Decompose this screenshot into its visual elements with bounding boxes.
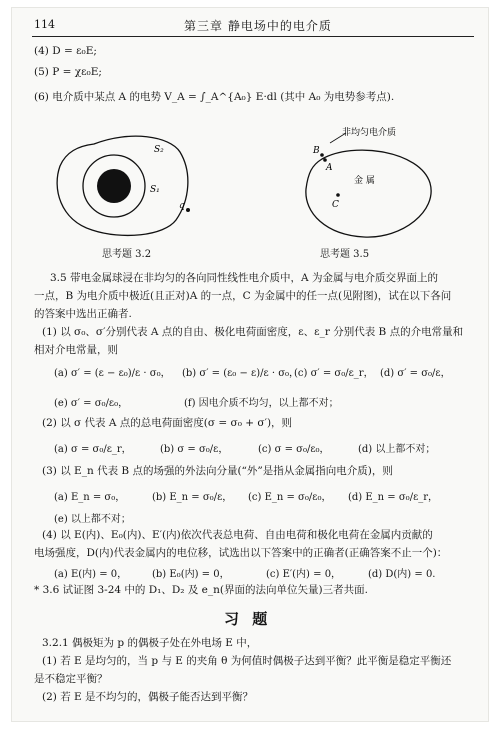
metal-ball xyxy=(97,169,131,203)
point-c-dot xyxy=(336,193,340,197)
metal-body-outline xyxy=(306,150,431,237)
label-s1: S₁ xyxy=(150,185,160,195)
q1-option-c: (c) σ′ = σ₀/ε_r， xyxy=(294,368,374,379)
caption-figure-3-5: 思考题 3.5 xyxy=(320,249,370,260)
q2-option-c: (c) σ = σ₀/ε₀， xyxy=(258,444,330,455)
q2-option-a: (a) σ = σ₀/ε_r， xyxy=(54,444,132,455)
q3-option-a: (a) E_n = σ₀， xyxy=(54,492,126,503)
question-1-line-1: (1) 以 σ₀、σ′分别代表 A 点的自由、极化电荷面密度，ε、ε_r 分别代表 B 点的介电常量和 xyxy=(42,326,464,338)
problem-3-6: * 3.6 试证图 3-24 中的 D₁、D₂ 及 e_n(界面的法向单位矢量)三者共面. xyxy=(34,584,368,596)
q3-option-d: (d) E_n = σ₀/ε_r， xyxy=(348,492,439,503)
point-b-dot xyxy=(320,153,324,157)
label-nonuniform-dielectric: 非均匀电介质 xyxy=(342,128,397,138)
label-q: q xyxy=(179,201,185,211)
q1-option-b: (b) σ′ = (ε₀ − ε)/ε · σ₀， xyxy=(182,368,300,379)
equation-6: (6) 电介质中某点 A 的电势 V_A = ∫_A^{A₀} E·dl (其中 A₀ 为电势参考点). xyxy=(34,91,395,103)
q1-option-f: (f) 因电介质不均匀，以上都不对； xyxy=(184,398,339,409)
point-charge-dot xyxy=(186,208,190,212)
problem-3-5-line-2: 一点，B 为电介质中极近(且正对)A 的一点，C 为金属中的任一点(见附图)，试在以下各问 xyxy=(34,290,452,302)
arrow-to-dielectric xyxy=(330,133,346,143)
exercise-line-1: 3.2.1 偶极矩为 p 的偶极子处在外电场 E 中， xyxy=(42,637,258,649)
q4-option-c: (c) E′(内) = 0， xyxy=(266,569,342,580)
q1-option-a: (a) σ′ = (ε − ε₀)/ε · σ₀， xyxy=(54,368,171,379)
exercise-line-4: (2) 若 E 是不均匀的，偶极子能否达到平衡？ xyxy=(42,691,254,703)
chapter-title: 第三章 静电场中的电介质 xyxy=(184,19,332,33)
q4-option-b: (b) E₀(内) = 0， xyxy=(152,569,230,580)
question-1-line-2: 相对介电常量，则 xyxy=(34,344,118,356)
q3-option-e: (e) 以上都不对； xyxy=(54,514,131,525)
figure-3-2 xyxy=(52,128,222,238)
caption-figure-3-2: 思考题 3.2 xyxy=(102,249,152,260)
q1-option-e: (e) σ′ = σ₀/ε₀， xyxy=(54,398,129,409)
question-4-line-1: (4) 以 E(内)、E₀(内)、E′(内)依次代表总电荷、自由电荷和极化电荷在金属内贡献的 xyxy=(42,529,433,541)
exercise-line-3: 是不稳定平衡？ xyxy=(34,673,108,685)
exercise-line-2: (1) 若 E 是均匀的，当 p 与 E 的夹角 θ 为何值时偶极子达到平衡？此平衡是稳定平衡还 xyxy=(42,655,452,667)
label-b: B xyxy=(313,146,320,156)
question-2-line-1: (2) 以 σ 代表 A 点的总电荷面密度(σ = σ₀ + σ′)，则 xyxy=(42,417,293,429)
label-metal: 金 属 xyxy=(354,176,375,186)
figure-3-5 xyxy=(282,123,472,243)
label-s2: S₂ xyxy=(154,145,164,155)
q4-option-d: (d) D(内) = 0. xyxy=(368,569,436,580)
book-page xyxy=(12,8,488,721)
q3-option-c: (c) E_n = σ₀/ε₀， xyxy=(248,492,332,503)
q1-option-d: (d) σ′ = σ₀/ε， xyxy=(380,368,451,379)
label-a: A xyxy=(326,163,333,173)
equation-5: (5) P = χε₀E; xyxy=(34,66,102,78)
problem-3-5-line-3: 的答案中选出正确者. xyxy=(34,308,132,320)
label-c: C xyxy=(332,200,339,210)
problem-3-5-line-1: 3.5 带电金属球浸在非均匀的各向同性线性电介质中，A 为金属与电介质交界面上的 xyxy=(50,272,438,284)
page-number: 114 xyxy=(34,18,55,31)
equation-4: (4) D = ε₀E; xyxy=(34,45,97,57)
question-3-line-1: (3) 以 E_n 代表 B 点的场强的外法向分量(“外”是指从金属指向电介质)，则 xyxy=(42,465,393,477)
question-4-line-2: 电场强度，D(内)代表金属内的电位移，试选出以下答案中的正确者(正确答案不止一个)： xyxy=(34,547,448,559)
point-a-dot xyxy=(323,158,327,162)
q4-option-a: (a) E(内) = 0， xyxy=(54,569,128,580)
header-rule xyxy=(32,36,474,37)
section-title: 习 题 xyxy=(224,610,272,628)
q2-option-d: (d) 以上都不对； xyxy=(358,444,436,455)
q2-option-b: (b) σ = σ₀/ε， xyxy=(160,444,229,455)
q3-option-b: (b) E_n = σ₀/ε， xyxy=(152,492,233,503)
